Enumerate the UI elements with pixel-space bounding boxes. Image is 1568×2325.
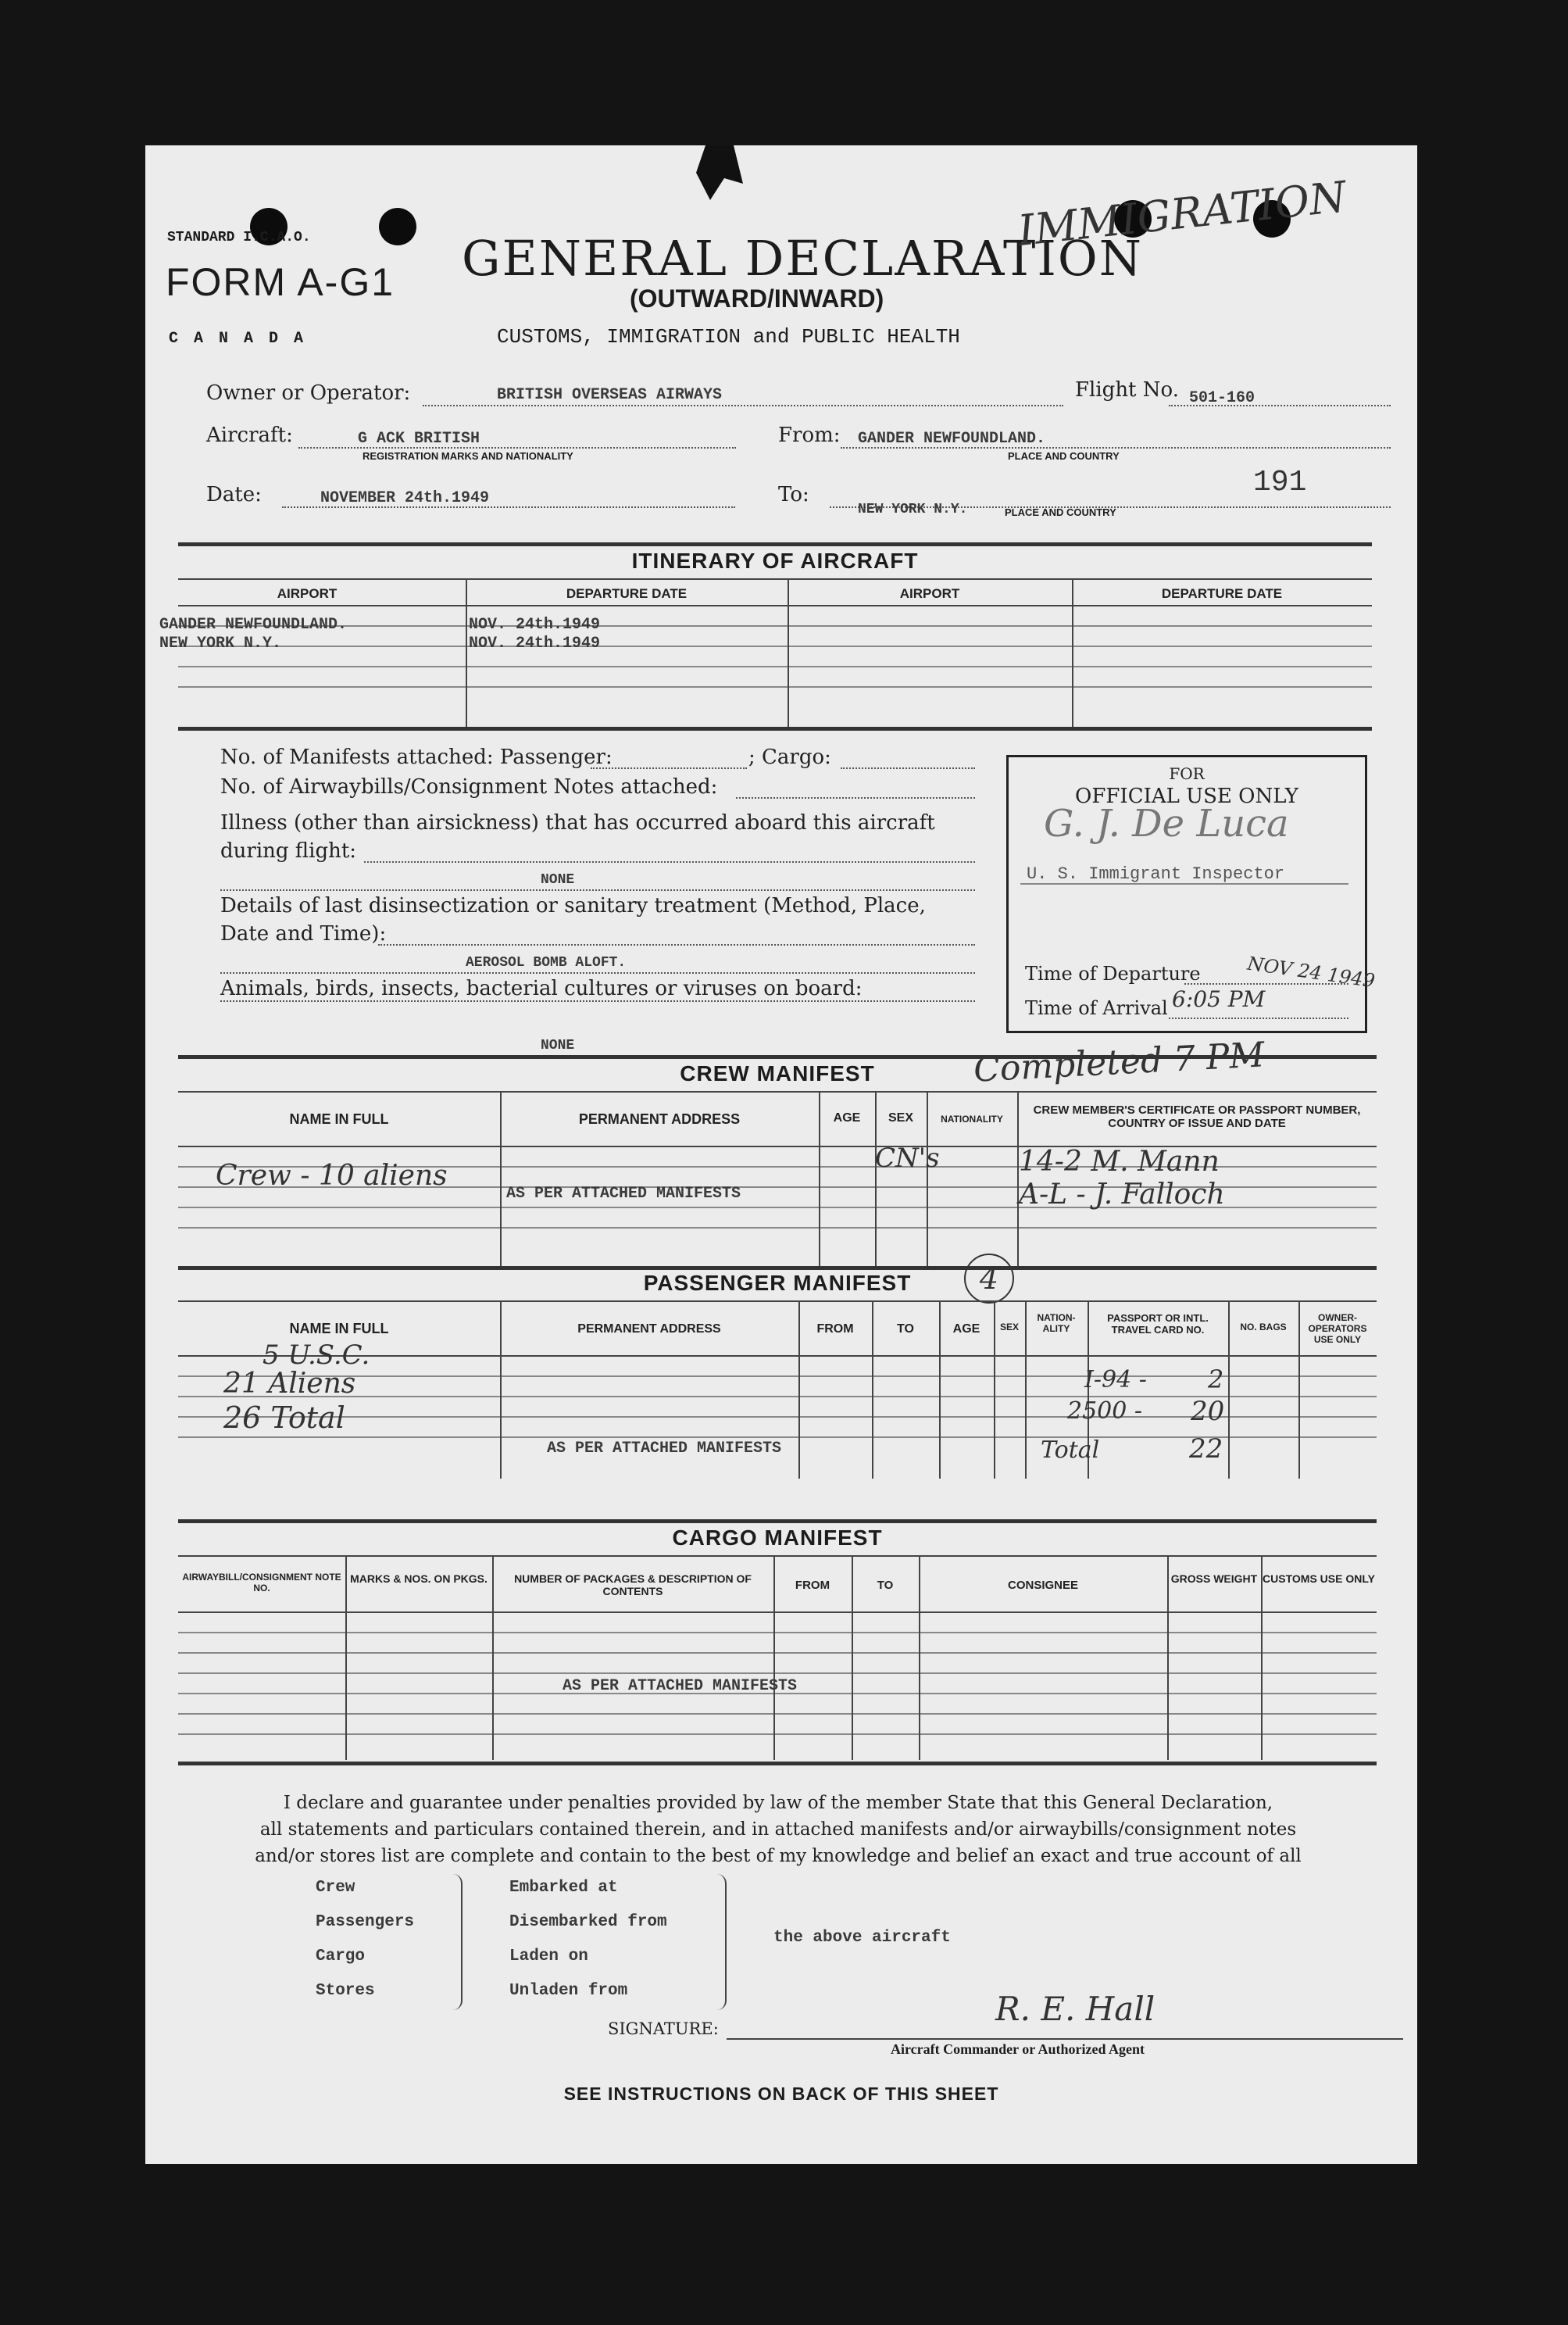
cargo-label: ; Cargo: bbox=[748, 746, 831, 769]
passenger-header: NAME IN FULL bbox=[289, 1321, 389, 1336]
page-number: 191 bbox=[1253, 466, 1307, 499]
passenger-hand-line: 26 Total bbox=[223, 1400, 345, 1435]
declaration-left-item: Crew bbox=[316, 1879, 355, 1897]
form-purpose: CUSTOMS, IMMIGRATION and PUBLIC HEALTH bbox=[497, 325, 960, 349]
crew-title: CREW MANIFEST bbox=[680, 1061, 875, 1086]
to-value: NEW YORK N.Y. bbox=[858, 502, 968, 517]
form-subtitle: (OUTWARD/INWARD) bbox=[630, 284, 884, 313]
right-brace bbox=[716, 1874, 727, 2010]
from-value: GANDER NEWFOUNDLAND. bbox=[858, 430, 1046, 448]
passenger-header: TO bbox=[897, 1322, 914, 1336]
departure-label: Time of Departure bbox=[1025, 963, 1201, 985]
departure-value: NOV 24 1949 bbox=[1245, 952, 1377, 993]
itinerary-header: DEPARTURE DATE bbox=[1161, 586, 1283, 601]
official-title: OFFICIAL USE ONLY bbox=[1075, 785, 1298, 808]
declaration-left-item: Stores bbox=[316, 1982, 375, 2000]
itinerary-row-airport: NEW YORK N.Y. bbox=[159, 635, 282, 653]
passenger-header: SEX bbox=[999, 1322, 1019, 1332]
passenger-bags: 20 bbox=[1191, 1396, 1225, 1427]
airwaybills-label: No. of Airwaybills/Consignment Notes attached: bbox=[220, 775, 718, 799]
crew-header: NAME IN FULL bbox=[289, 1111, 389, 1127]
passenger-passport-line: Total bbox=[1041, 1436, 1100, 1464]
passenger-header: NATION-ALITY bbox=[1037, 1312, 1076, 1334]
declaration-right-text: the above aircraft bbox=[773, 1929, 951, 1947]
declaration-mid-item: Unladen from bbox=[509, 1982, 628, 2000]
handwritten-immigration: IMMIGRATION bbox=[1015, 172, 1349, 256]
form-title: GENERAL DECLARATION bbox=[462, 230, 1143, 287]
form-sheet bbox=[145, 145, 1417, 2164]
declaration-left-item: Passengers bbox=[316, 1913, 415, 1931]
itinerary-row-airport: GANDER NEWFOUNDLAND. bbox=[159, 616, 348, 634]
illness-label-2: during flight: bbox=[220, 839, 357, 863]
passenger-count: 4 bbox=[964, 1254, 1014, 1304]
illness-value: NONE bbox=[541, 872, 575, 888]
from-caption: PLACE AND COUNTRY bbox=[1008, 450, 1120, 462]
cargo-header: GROSS WEIGHT bbox=[1170, 1572, 1258, 1585]
torn-mark bbox=[696, 145, 743, 200]
signer-caption: Aircraft Commander or Authorized Agent bbox=[891, 2041, 1145, 2057]
owner-value: BRITISH OVERSEAS AIRWAYS bbox=[497, 386, 723, 404]
inspector-stamp: U. S. Immigrant Inspector bbox=[1027, 864, 1285, 884]
declaration-left-item: Cargo bbox=[316, 1948, 366, 1966]
declaration-mid-item: Embarked at bbox=[509, 1879, 618, 1897]
flight-label: Flight No. bbox=[1075, 378, 1179, 402]
official-for: FOR bbox=[1169, 764, 1205, 783]
passenger-header: PASSPORT OR INTL. TRAVEL CARD NO. bbox=[1107, 1312, 1209, 1336]
passenger-header: OWNER-OPERATORS USE ONLY bbox=[1308, 1312, 1367, 1345]
signature-label: SIGNATURE: bbox=[608, 2019, 719, 2038]
animals-value: NONE bbox=[541, 1038, 575, 1053]
crew-completed-note: Completed 7 PM bbox=[972, 1035, 1266, 1090]
cargo-header: TO bbox=[877, 1579, 894, 1592]
arrival-value: 6:05 PM bbox=[1172, 986, 1266, 1012]
cargo-header: FROM bbox=[795, 1579, 830, 1592]
crew-header: CREW MEMBER'S CERTIFICATE OR PASSPORT NUMBER, COUNTRY OF ISSUE AND DATE bbox=[1033, 1103, 1361, 1131]
crew-address: AS PER ATTACHED MANIFESTS bbox=[506, 1185, 741, 1203]
date-value: NOVEMBER 24th.1949 bbox=[320, 489, 490, 507]
passenger-address: AS PER ATTACHED MANIFESTS bbox=[547, 1440, 782, 1458]
arrival-label: Time of Arrival bbox=[1025, 997, 1168, 1019]
declaration-line: I declare and guarantee under penalties provided by law of the member State that this General Declaration, bbox=[283, 1793, 1273, 1813]
cargo-header: AIRWAYBILL/CONSIGNMENT NOTE NO. bbox=[182, 1572, 341, 1594]
cargo-header: CUSTOMS USE ONLY bbox=[1263, 1572, 1375, 1585]
cargo-contents: AS PER ATTACHED MANIFESTS bbox=[563, 1677, 798, 1695]
passenger-hand-line: 21 Aliens bbox=[223, 1368, 356, 1400]
passenger-header: AGE bbox=[952, 1322, 980, 1336]
aircraft-label: Aircraft: bbox=[206, 424, 293, 447]
cargo-title: CARGO MANIFEST bbox=[672, 1526, 883, 1550]
itinerary-header: AIRPORT bbox=[277, 586, 338, 601]
to-label: To: bbox=[778, 483, 809, 506]
animals-label: Animals, birds, insects, bacterial cultures or viruses on board: bbox=[220, 977, 863, 1000]
cargo-header: CONSIGNEE bbox=[1007, 1579, 1078, 1592]
left-brace bbox=[452, 1874, 463, 2010]
country-label: C A N A D A bbox=[169, 330, 307, 348]
declaration-mid-item: Disembarked from bbox=[509, 1913, 667, 1931]
passenger-hand-line: 5 U.S.C. bbox=[263, 1340, 370, 1371]
passenger-bags: 2 bbox=[1208, 1365, 1224, 1394]
crew-hand-name: Crew - 10 aliens bbox=[216, 1160, 448, 1192]
disinsect-value: AEROSOL BOMB ALOFT. bbox=[466, 955, 627, 971]
form-id: FORM A-G1 bbox=[166, 260, 395, 304]
commander-signature: R. E. Hall bbox=[995, 1990, 1155, 2028]
crew-cert-1: 14-2 M. Mann bbox=[1019, 1146, 1220, 1178]
crew-header: PERMANENT ADDRESS bbox=[578, 1111, 741, 1127]
aircraft-caption: REGISTRATION MARKS AND NATIONALITY bbox=[363, 450, 573, 462]
passenger-title: PASSENGER MANIFEST bbox=[643, 1271, 912, 1295]
aircraft-value: G ACK BRITISH bbox=[358, 430, 480, 448]
passenger-bags: 22 bbox=[1189, 1433, 1223, 1465]
inspector-signature: G. J. De Luca bbox=[1044, 802, 1289, 846]
to-caption: PLACE AND COUNTRY bbox=[1005, 506, 1116, 518]
cargo-header: MARKS & NOS. ON PKGS. bbox=[350, 1572, 488, 1585]
flight-value: 501-160 bbox=[1189, 389, 1255, 407]
itinerary-header: AIRPORT bbox=[899, 586, 960, 601]
standard-label: STANDARD I.C.A.O. bbox=[167, 230, 311, 245]
passenger-passport-line: I-94 - bbox=[1084, 1366, 1147, 1393]
from-label: From: bbox=[778, 424, 841, 447]
itinerary-header: DEPARTURE DATE bbox=[566, 586, 688, 601]
date-label: Date: bbox=[206, 483, 262, 506]
crew-header: SEX bbox=[888, 1111, 913, 1125]
itinerary-row-date: NOV. 24th.1949 bbox=[469, 635, 601, 653]
crew-header: NATIONALITY bbox=[941, 1114, 1003, 1125]
declaration-line: all statements and particulars contained therein, and in attached manifests and/or airwaybills/consignment notes bbox=[259, 1819, 1297, 1840]
itinerary-title: ITINERARY OF AIRCRAFT bbox=[631, 549, 919, 573]
passenger-passport-line: 2500 - bbox=[1067, 1397, 1143, 1425]
disinsect-label-2: Date and Time): bbox=[220, 922, 387, 946]
owner-label: Owner or Operator: bbox=[206, 381, 411, 405]
passenger-header: FROM bbox=[816, 1322, 854, 1336]
cargo-header: NUMBER OF PACKAGES & DESCRIPTION OF CONTENTS bbox=[514, 1572, 752, 1598]
instructions: SEE INSTRUCTIONS ON BACK OF THIS SHEET bbox=[563, 2084, 999, 2104]
passenger-header: NO. BAGS bbox=[1240, 1322, 1287, 1332]
disinsect-label: Details of last disinsectization or sanitary treatment (Method, Place, bbox=[220, 894, 926, 917]
punch-hole bbox=[379, 208, 416, 245]
manifests-label: No. of Manifests attached: Passenger: bbox=[220, 746, 613, 769]
declaration-mid-item: Laden on bbox=[509, 1948, 588, 1966]
crew-header: AGE bbox=[833, 1111, 861, 1125]
declaration-line: and/or stores list are complete and contain to the best of my knowledge and belief an exact and true account of all bbox=[255, 1846, 1302, 1866]
itinerary-row-date: NOV. 24th.1949 bbox=[469, 616, 601, 634]
crew-cert-2: A-L - J. Falloch bbox=[1019, 1179, 1225, 1211]
illness-label: Illness (other than airsickness) that has occurred aboard this aircraft bbox=[220, 811, 935, 835]
passenger-header: PERMANENT ADDRESS bbox=[577, 1322, 721, 1336]
crew-hand-nationality: CN's bbox=[875, 1143, 940, 1174]
